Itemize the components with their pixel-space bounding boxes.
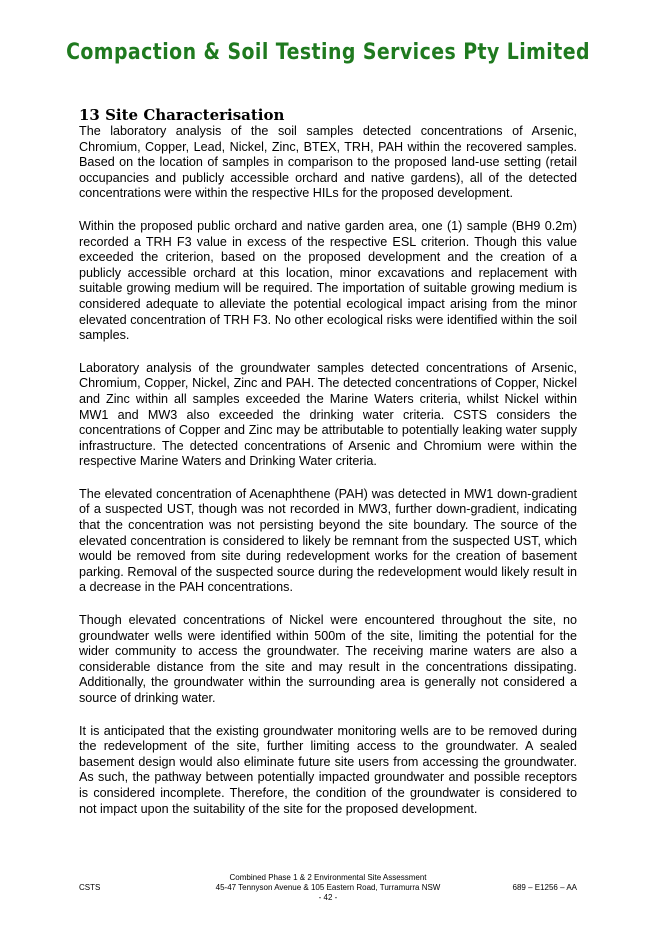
paragraph-nickel: Though elevated concentrations of Nickel were encountered throughout the site, no groundwater wells were identified within 500m of the site, limiting the potential for the wider community to access the groundwater. The receiving marine waters are also a considerable distance from the site and may result in the concentrations dissipating. Additionally, the groundwater within the surrounding area is generally not considered a source of drinking water. — [79, 613, 577, 705]
page-number: - 42 - — [318, 893, 338, 902]
footer-site-address: 45-47 Tennyson Avenue & 105 Eastern Road, Turramurra NSW — [215, 883, 441, 892]
paragraph-acenaphthene: The elevated concentration of Acenaphthene (PAH) was detected in MW1 down-gradient of a suspected UST, though was not recorded in MW3, further down-gradient, indicating that the concentration was not persisting beyond the site boundary. The source of the elevated concentration is considered to likely be remnant from the suspected UST, which would be removed from site during redevelopment works for the creation of basement parking. Removal of the suspected source during the redevelopment would likely result in a decrease in the PAH concentrations. — [79, 486, 577, 595]
footer-company-code: CSTS — [79, 883, 101, 892]
footer-report-info — [79, 873, 577, 903]
company-header: Compaction & Soil Testing Services Pty Limited — [66, 40, 590, 65]
footer-report-number: 689 – E1256 – AA — [512, 883, 577, 892]
footer-report-title: Combined Phase 1 & 2 Environmental Site Assessment — [229, 873, 427, 882]
paragraph-groundwater-analysis: Laboratory analysis of the groundwater samples detected concentrations of Arsenic, Chromium, Copper, Nickel, Zinc and PAH. The detected concentrations of Copper, Nickel and Zinc within all samples exceeded the Marine Waters criteria, whilst Nickel within MW1 and MW3 also exceeded the drinking water criteria. CSTS considers the concentrations of Copper and Zinc may be attributable to potentially leaking water supply infrastructure. The detected concentrations of Arsenic and Chromium were within the respective Marine Waters and Drinking Water criteria. — [79, 360, 577, 469]
body-text — [79, 124, 577, 834]
paragraph-soil-analysis: The laboratory analysis of the soil samples detected concentrations of Arsenic, Chromium, Copper, Lead, Nickel, Zinc, BTEX, TRH, PAH within the recovered samples. Based on the location of samples in comparison to the proposed land-use setting (retail occupancies and publicly accessible orchard and native gardens), all of the detected concentrations were within the respective HILs for the proposed development. — [79, 124, 577, 201]
paragraph-monitoring-wells: It is anticipated that the existing groundwater monitoring wells are to be removed during the redevelopment of the site, further limiting access to the groundwater. A sealed basement design would also eliminate future site users from accessing the groundwater. As such, the pathway between potentially impacted groundwater and possible receptors is considered incomplete. Therefore, the condition of the groundwater is considered to not impact upon the suitability of the site for the proposed development. — [79, 723, 577, 816]
paragraph-orchard-trh: Within the proposed public orchard and native garden area, one (1) sample (BH9 0.2m) recorded a TRH F3 value in excess of the respective ESL criterion. Though this value exceeded the criterion, based on the proposed development and the creation of a publicly accessible orchard at this location, minor excavations and replacement with suitable growing medium will be required. The importation of suitable growing medium is considered adequate to alleviate the potential ecological impact arising from the minor elevated concentration of TRH F3. No other ecological risks were identified within the soil samples. — [79, 218, 577, 343]
section-title: 13 Site Characterisation — [79, 106, 285, 124]
